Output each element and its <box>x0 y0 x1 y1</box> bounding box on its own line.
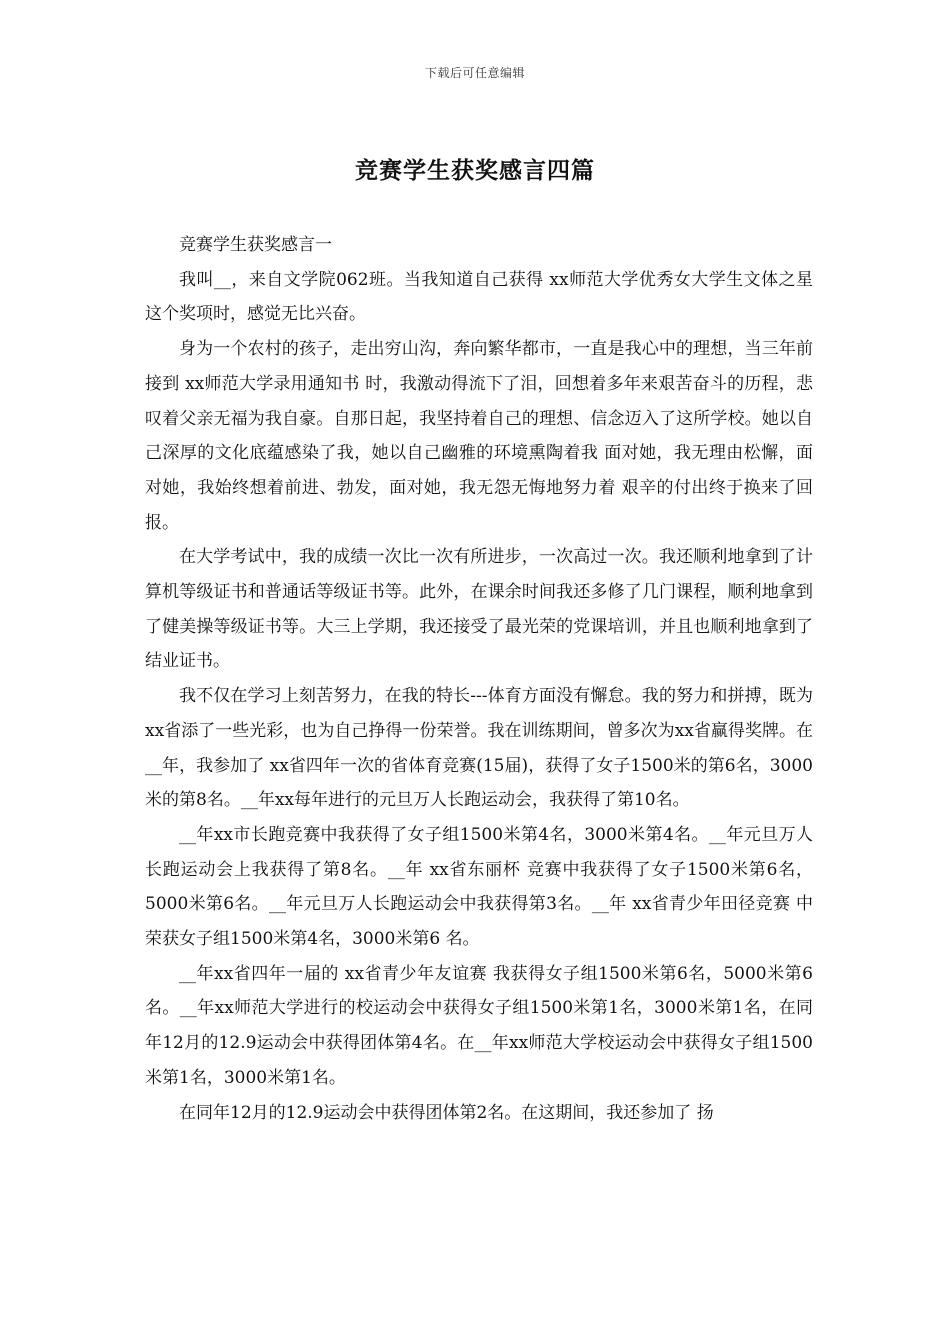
paragraph: 在同年12月的12.9运动会中获得团体第2名。在这期间，我还参加了 扬 <box>179 1102 714 1123</box>
section-heading: 竞赛学生获奖感言一 <box>179 235 332 255</box>
header-note: 下载后可任意编辑 <box>424 66 525 80</box>
paragraph: 我叫__，来自文学院062班。当我知道自己获得 xx师范大学优秀女大学生文体之星 这个奖项时，感觉无比兴奋。 <box>145 269 813 325</box>
paragraph: __年xx市长跑竞赛中我获得了女子组1500米第4名，3000米第4名。__年元旦万人长跑运动会上我获得了第8名。__年 xx省东丽杯 竞赛中我获得了女子1500米第6名，5000米第6名。__年元旦万人长跑运动会中我获得第3名。__年 xx省青少年田径竞赛 中荣获女子组1500米第4名，3000米第6 名。 <box>145 824 813 950</box>
paragraph: 身为一个农村的孩子，走出穷山沟，奔向繁华都市，一直是我心中的理想，当三年前接到 xx师范大学录用通知书 时，我激动得流下了泪，回想着多年来艰苦奋斗的历程，悲叹着父亲无福为我自豪。自那日起，我坚持着自己的理想、信念迈入了这所学校。她以自己深厚的文化底蕴感染了我，她以自己幽雅的环境熏陶着我 面对她，我无理由松懈，面对她，我始终想着前进、勃发，面对她，我无怨无悔地努力着 艰辛的付出终于换来了回报。 <box>145 339 813 533</box>
paragraph: 我不仅在学习上刻苦努力，在我的特长---体育方面没有懈怠。我的努力和拼搏，既为xx省添了一些光彩，也为自己挣得一份荣誉。我在训练期间，曾多次为xx省赢得奖牌。在__年，我参加了 xx省四年一次的省体育竞赛(15届)，获得了女子1500米的第6名，3000米的第8名。__年xx每年进行的元旦万人长跑运动会，我获得了第10名。 <box>145 686 813 811</box>
paragraph: 在大学考试中，我的成绩一次比一次有所进步，一次高过一次。我还顺利地拿到了计算机等级证书和普通话等级证书等。此外，在课余时间我还多修了几门课程，顺利地拿到了健美操等级证书等。大三上学期，我还接受了最光荣的党课培训，并且也顺利地拿到了结业证书。 <box>145 547 813 672</box>
document-title: 竞赛学生获奖感言四篇 <box>355 157 595 184</box>
document-body <box>145 228 813 1130</box>
paragraph: __年xx省四年一届的 xx省青少年友谊赛 我获得女子组1500米第6名，5000米第6名。__年xx师范大学进行的校运动会中获得女子组1500米第1名，3000米第1名，在同年12月的12.9运动会中获得团体第4名。在__年xx师范大学校运动会中获得女子组1500米第1名，3000米第1名。 <box>145 963 813 1088</box>
